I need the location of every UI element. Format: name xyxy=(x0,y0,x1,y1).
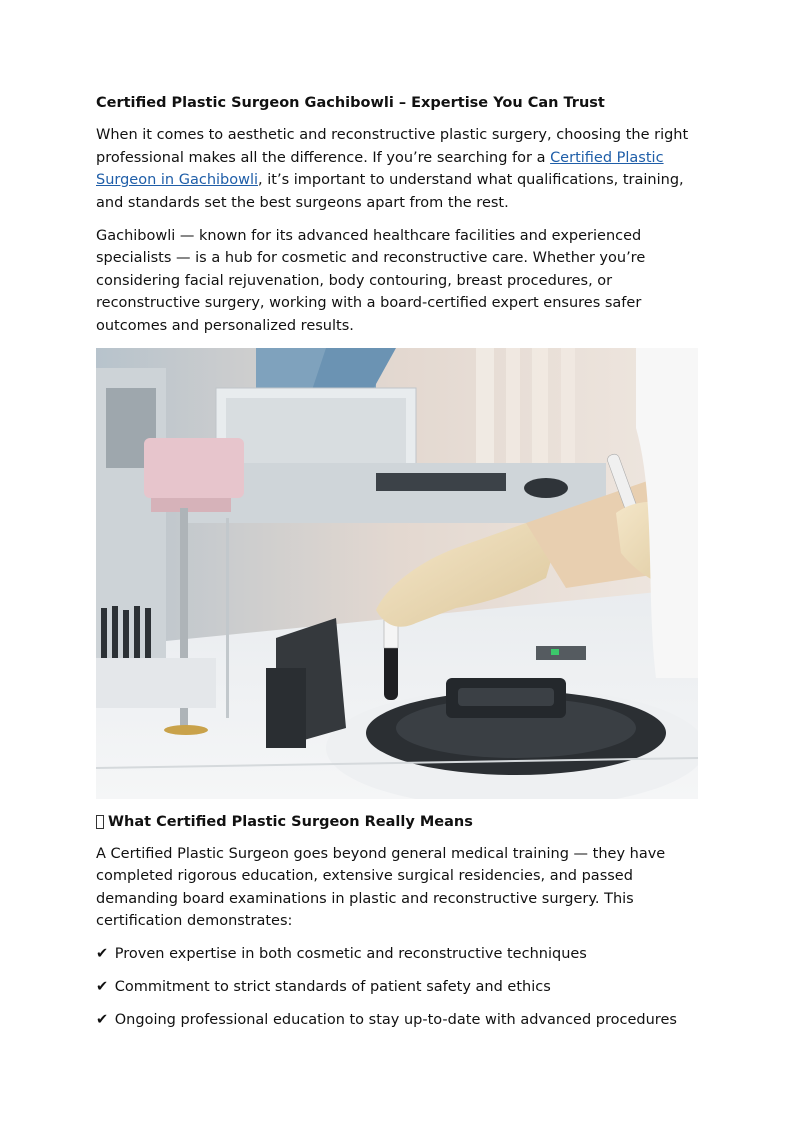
page-title: Certified Plastic Surgeon Gachibowli – Expertise You Can Trust xyxy=(96,95,605,111)
section-paragraph: A Certified Plastic Surgeon goes beyond general medical training — they have completed rigorous education, extensive surgical residencies, and passed demanding board examinations in plastic and reconstructive surgery. This certification demonstrates: xyxy=(96,845,666,929)
section-heading-text: What Certified Plastic Surgeon Really Means xyxy=(108,813,473,830)
list-item xyxy=(96,1009,698,1032)
checkmark-icon: ✔ xyxy=(96,946,109,962)
missing-glyph-icon xyxy=(96,815,104,829)
checkmark-icon: ✔ xyxy=(96,1012,109,1028)
document-body xyxy=(96,92,698,1042)
list-item-text: Commitment to strict standards of patient safety and ethics xyxy=(114,979,551,995)
list-item-text: Proven expertise in both cosmetic and reconstructive techniques xyxy=(114,946,587,962)
checkmark-icon: ✔ xyxy=(96,979,109,995)
laboratory-photo xyxy=(96,348,698,799)
list-item xyxy=(96,943,698,966)
list-item xyxy=(96,976,698,999)
list-item-text: Ongoing professional education to stay up-to-date with advanced procedures xyxy=(114,1012,677,1028)
intro-text-before: When it comes to aesthetic and reconstructive plastic surgery, choosing the right professional makes all the difference. If you’re searching for a xyxy=(96,127,689,166)
surgeon-link[interactable]: Certified Plastic Surgeon in Gachibowli xyxy=(96,149,664,188)
section-heading xyxy=(96,811,698,833)
intro-paragraph xyxy=(96,124,698,214)
gachibowli-paragraph: Gachibowli — known for its advanced healthcare facilities and experienced specialists — is a hub for cosmetic and reconstructive care. Whether you’re considering facial rejuvenation, body contouring, breast procedures, or reconstructive surgery, working with a board-certified expert ensures safer outcomes and personalized results. xyxy=(96,227,646,334)
intro-text-after: , it’s important to understand what qualifications, training, and standards set the best surgeons apart from the rest. xyxy=(96,172,684,211)
